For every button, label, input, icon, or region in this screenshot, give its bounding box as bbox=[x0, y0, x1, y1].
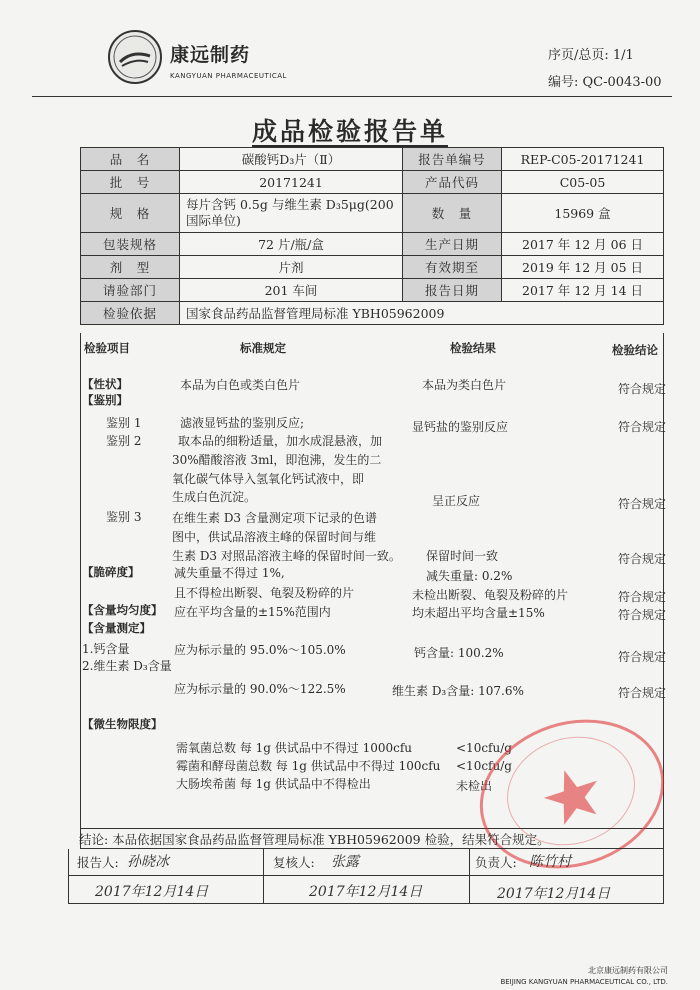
mfg-date-label: 生产日期 bbox=[403, 233, 502, 256]
appearance-standard: 本品为白色或类白色片 bbox=[180, 378, 301, 392]
dept-label: 请验部门 bbox=[81, 279, 180, 302]
vitamin-d3-label: 2.维生素 D₃含量 bbox=[82, 659, 172, 673]
vitamin-d3-conclusion: 符合规定 bbox=[618, 686, 667, 700]
logo-swoosh-icon bbox=[110, 32, 160, 82]
expiry-value: 2019 年 12 月 05 日 bbox=[502, 256, 664, 279]
uniformity-standard: 应在平均含量的±15%范围内 bbox=[174, 605, 331, 619]
table-row bbox=[81, 233, 664, 256]
ident2-standard-line2: 30%醋酸溶液 3ml，即泡沸，发生的二 bbox=[172, 453, 382, 467]
column-divider bbox=[263, 875, 264, 903]
reviewer-label: 复核人: bbox=[273, 855, 315, 870]
column-divider bbox=[469, 849, 470, 875]
product-name-label: 品 名 bbox=[81, 148, 180, 171]
ident3-standard-line3: 生素 D3 对照品溶液主峰的保留时间一致。 bbox=[172, 549, 401, 563]
document-code: 编号: QC-0043-00 bbox=[548, 75, 662, 90]
expiry-label: 有效期至 bbox=[403, 256, 502, 279]
conclusion-row bbox=[80, 828, 664, 849]
page-number: 序页/总页: 1/1 bbox=[548, 48, 634, 63]
microbe-ecoli-result: 未检出 bbox=[456, 779, 493, 793]
microbe-aerobic-result: <10cfu/g bbox=[456, 741, 512, 755]
company-name-cn: 康远制药 bbox=[170, 44, 251, 66]
quantity-value: 15969 盒 bbox=[502, 194, 664, 233]
table-row bbox=[81, 279, 664, 302]
ident2-conclusion: 符合规定 bbox=[618, 497, 667, 511]
vitamin-d3-result: 维生素 D₃含量: 107.6% bbox=[392, 684, 524, 698]
manager-date: 2017年12月14日 bbox=[497, 886, 611, 902]
header-divider bbox=[32, 96, 672, 97]
reporter-date: 2017年12月14日 bbox=[95, 884, 209, 900]
table-row bbox=[81, 148, 664, 171]
report-no-label: 报告单编号 bbox=[403, 148, 502, 171]
calcium-result: 钙含量: 100.2% bbox=[414, 646, 504, 660]
ident1-conclusion: 符合规定 bbox=[618, 420, 667, 434]
calcium-label: 1.钙含量 bbox=[82, 642, 130, 656]
manager-signature: 陈竹村 bbox=[529, 854, 571, 870]
quantity-label: 数 量 bbox=[403, 194, 502, 233]
ident3-standard-line1: 在维生素 D3 含量测定项下记录的色谱 bbox=[172, 511, 377, 525]
friability-result-line1: 减失重量: 0.2% bbox=[426, 569, 513, 583]
vitamin-d3-standard: 应为标示量的 90.0%～122.5% bbox=[174, 682, 346, 696]
signature-date-row bbox=[68, 875, 664, 904]
product-name-value: 碳酸钙D₃片（Ⅱ） bbox=[180, 148, 403, 171]
report-no-value: REP-C05-20171241 bbox=[502, 148, 664, 171]
column-header-conclusion: 检验结论 bbox=[612, 343, 658, 357]
ident2-standard-line3: 氧化碳气体导入氢氧化钙试液中，即 bbox=[172, 472, 365, 486]
reporter-signature: 孙晓冰 bbox=[127, 854, 169, 870]
ident2-result: 呈正反应 bbox=[432, 494, 481, 508]
basis-label: 检验依据 bbox=[81, 302, 180, 325]
ident1-result: 显钙盐的鉴别反应 bbox=[412, 420, 509, 434]
ident2-standard-line1: 取本品的细粉适量，加水成混悬液，加 bbox=[178, 434, 383, 448]
microbe-mold-standard: 霉菌和酵母菌总数 每 1g 供试品中不得过 100cfu bbox=[176, 759, 441, 773]
dept-value: 201 车间 bbox=[180, 279, 403, 302]
uniformity-result: 均未超出平均含量±15% bbox=[412, 606, 545, 620]
ident3-conclusion: 符合规定 bbox=[618, 552, 667, 566]
spec-value: 每片含钙 0.5g 与维生素 D₃5μg(200 国际单位) bbox=[180, 194, 403, 233]
report-date-value: 2017 年 12 月 14 日 bbox=[502, 279, 664, 302]
batch-label: 批 号 bbox=[81, 171, 180, 194]
ident1-standard: 滤液显钙盐的鉴别反应; bbox=[180, 416, 305, 430]
friability-standard-line1: 减失重量不得过 1%, bbox=[174, 566, 285, 580]
calcium-standard: 应为标示量的 95.0%～105.0% bbox=[174, 643, 346, 657]
reporter-label: 报告人: bbox=[77, 855, 119, 870]
friability-conclusion: 符合规定 bbox=[618, 590, 667, 604]
pack-value: 72 片/瓶/盒 bbox=[180, 233, 403, 256]
spec-label: 规 格 bbox=[81, 194, 180, 233]
reviewer-signature: 张露 bbox=[331, 854, 359, 870]
column-divider bbox=[263, 849, 264, 875]
ident3-result: 保留时间一致 bbox=[426, 549, 499, 563]
section-appearance: 【性状】 bbox=[82, 377, 128, 391]
table-row bbox=[81, 171, 664, 194]
mfg-date-value: 2017 年 12 月 06 日 bbox=[502, 233, 664, 256]
pack-label: 包装规格 bbox=[81, 233, 180, 256]
table-row bbox=[81, 302, 664, 325]
section-content-uniformity: 【含量均匀度】 bbox=[82, 603, 163, 617]
calcium-conclusion: 符合规定 bbox=[618, 650, 667, 664]
reviewer-date: 2017年12月14日 bbox=[309, 884, 423, 900]
report-date-label: 报告日期 bbox=[403, 279, 502, 302]
microbe-aerobic-standard: 需氧菌总数 每 1g 供试品中不得过 1000cfu bbox=[176, 741, 413, 755]
conclusion-text: 结论: 本品依据国家食品药品监督管理局标准 YBH05962009 检验，结果符合规定。 bbox=[79, 832, 550, 847]
form-label: 剂 型 bbox=[81, 256, 180, 279]
section-microbial-limits: 【微生物限度】 bbox=[82, 717, 163, 731]
appearance-conclusion: 符合规定 bbox=[618, 382, 667, 396]
table-row bbox=[81, 194, 664, 233]
section-identification: 【鉴别】 bbox=[82, 393, 128, 407]
document-title: 成品检验报告单 bbox=[251, 117, 448, 146]
microbe-mold-result: <10cfu/g bbox=[456, 759, 512, 773]
product-info-table bbox=[80, 147, 664, 325]
column-header-item: 检验项目 bbox=[84, 341, 130, 355]
ident3-label: 鉴别 3 bbox=[106, 510, 142, 524]
footer-company-en: BEIJING KANGYUAN PHARMACEUTICAL CO., LTD. bbox=[500, 978, 668, 986]
ident1-label: 鉴别 1 bbox=[106, 416, 142, 430]
friability-standard-line2: 且不得检出断裂、龟裂及粉碎的片 bbox=[174, 586, 355, 600]
section-assay: 【含量测定】 bbox=[82, 621, 151, 635]
manager-label: 负责人: bbox=[475, 855, 517, 870]
column-header-result: 检验结果 bbox=[450, 341, 496, 355]
appearance-result: 本品为类白色片 bbox=[422, 378, 507, 392]
section-friability: 【脆碎度】 bbox=[82, 565, 140, 579]
ident2-label: 鉴别 2 bbox=[106, 434, 142, 448]
friability-result-line2: 未检出断裂、龟裂及粉碎的片 bbox=[412, 588, 569, 602]
column-divider bbox=[469, 875, 470, 903]
batch-value: 20171241 bbox=[180, 171, 403, 194]
footer-company-cn: 北京康远制药有限公司 bbox=[588, 966, 668, 975]
uniformity-conclusion: 符合规定 bbox=[618, 608, 667, 622]
company-logo bbox=[108, 30, 162, 84]
column-header-standard: 标准规定 bbox=[240, 341, 286, 355]
form-value: 片剂 bbox=[180, 256, 403, 279]
signature-row bbox=[68, 849, 664, 876]
company-name-en: KANGYUAN PHARMACEUTICAL bbox=[170, 72, 287, 80]
product-code-value: C05-05 bbox=[502, 171, 664, 194]
ident2-standard-line4: 生成白色沉淀。 bbox=[172, 490, 257, 504]
microbe-ecoli-standard: 大肠埃希菌 每 1g 供试品中不得检出 bbox=[176, 777, 371, 791]
ident3-standard-line2: 图中，供试品溶液主峰的保留时间与维 bbox=[172, 530, 377, 544]
product-code-label: 产品代码 bbox=[403, 171, 502, 194]
table-row bbox=[81, 256, 664, 279]
basis-value: 国家食品药品监督管理局标准 YBH05962009 bbox=[180, 302, 664, 325]
